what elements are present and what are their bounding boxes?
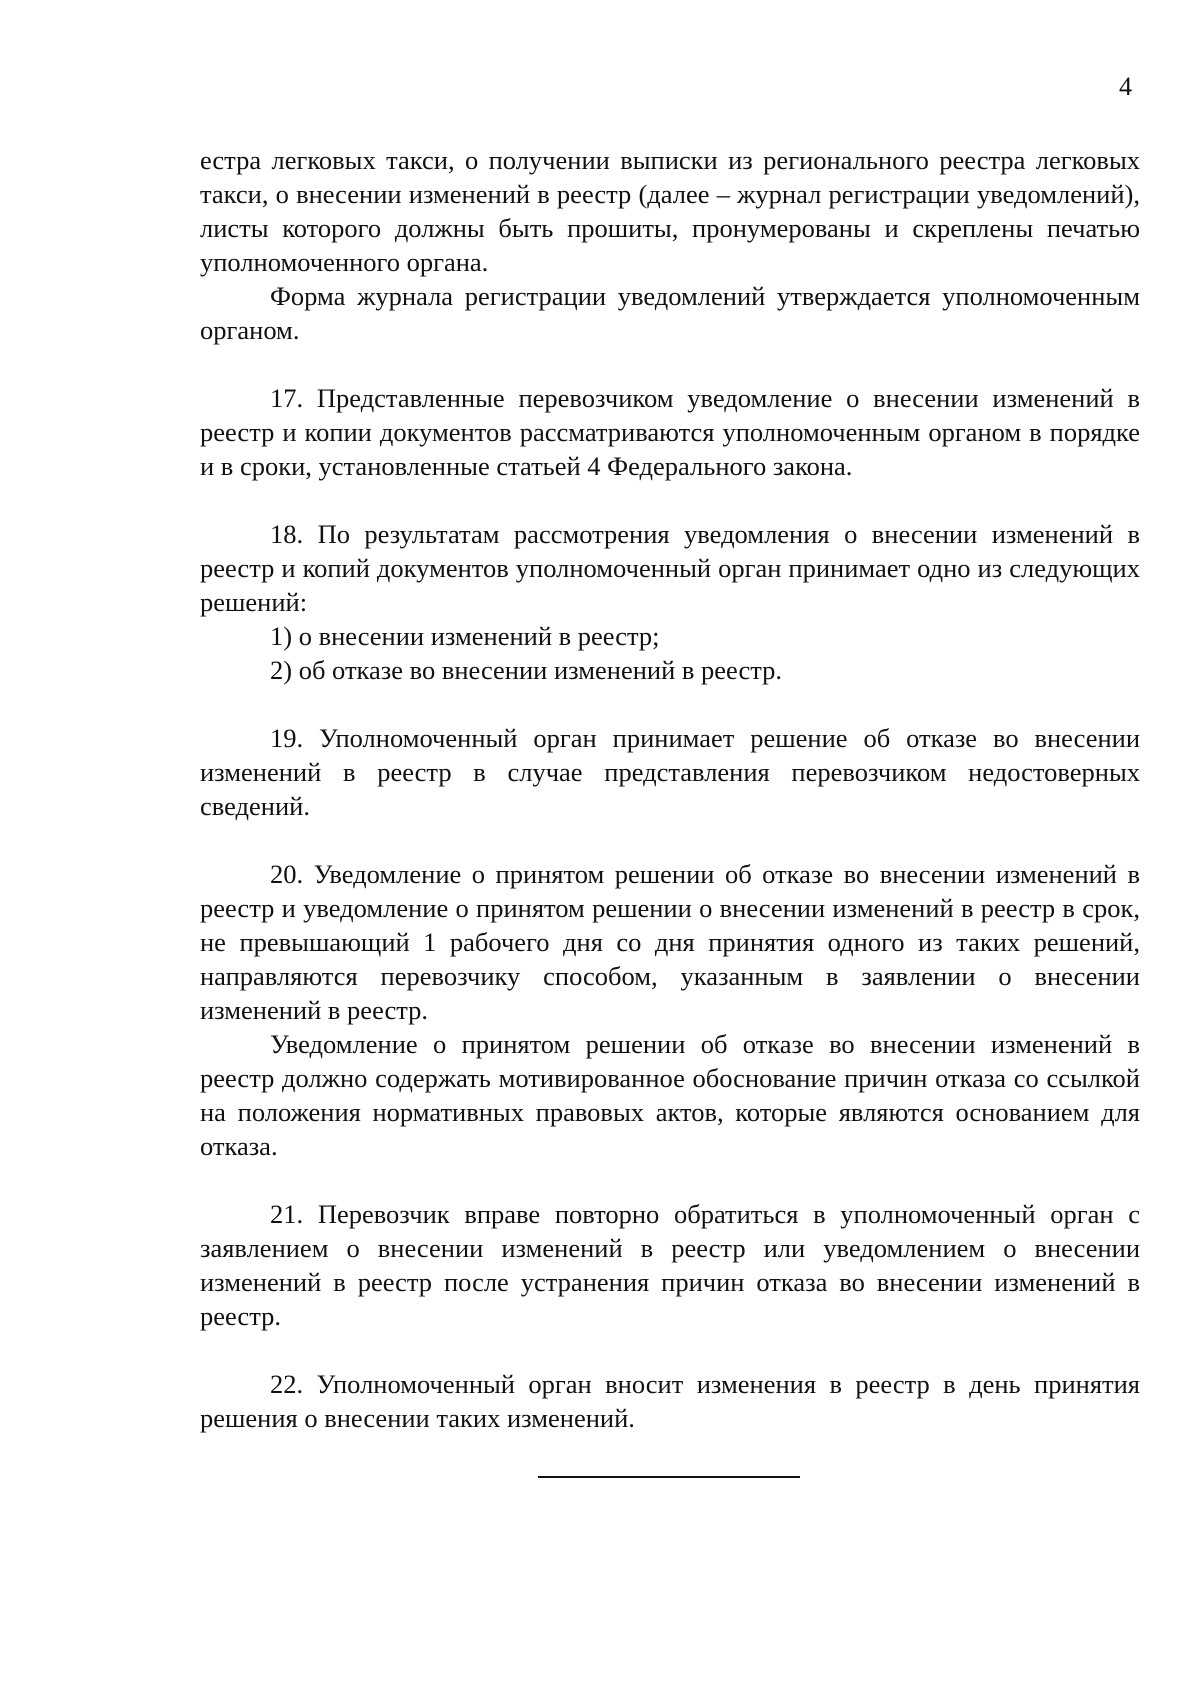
clause-18: 18. По результатам рассмотрения уведомления о внесении изменений в реестр и копий документов уполномоченный орган принимает одно из следующих решений: [200, 519, 1140, 617]
clause-20-paragraph-2: Уведомление о принятом решении об отказе во внесении изменений в реестр должно содержать мотивированное обоснование причин отказа со ссылкой на положения нормативных правовых актов, которые являются основанием для отказа. [200, 1029, 1140, 1161]
clause-20: 20. Уведомление о принятом решении об отказе во внесении изменений в реестр и уведомление о принятом решении о внесении изменений в реестр в срок, не превышающий 1 рабочего дня со дня принятия одного из таких решений, направляются перевозчику способом, указанным в заявлении о внесении изменений в реестр. [200, 859, 1140, 1025]
clause-19: 19. Уполномоченный орган принимает решение об отказе во внесении изменений в реестр в случае представления перевозчиком недостоверных сведений. [200, 723, 1140, 821]
end-of-document-rule [538, 1476, 800, 1478]
clause-17: 17. Представленные перевозчиком уведомление о внесении изменений в реестр и копии документов рассматриваются уполномоченным органом в порядке и в сроки, установленные статьей 4 Федерального закона. [200, 383, 1140, 481]
paragraph-journal-form: Форма журнала регистрации уведомлений утверждается уполномоченным органом. [200, 281, 1140, 345]
clause-18-item-1: 1) о внесении изменений в реестр; [270, 621, 660, 651]
paragraph-continuation: естра легковых такси, о получении выписки из регионального реестра легковых такси, о внесении изменений в реестр (далее – журнал регистрации уведомлений), листы которого должны быть прошиты, пронумерованы и скреплены печатью уполномоченного органа. [200, 145, 1140, 277]
clause-18-item-2: 2) об отказе во внесении изменений в реестр. [270, 655, 783, 685]
clause-22: 22. Уполномоченный орган вносит изменения в реестр в день принятия решения о внесении таких изменений. [200, 1369, 1140, 1433]
document-body [200, 143, 1140, 1435]
page-number: 4 [1119, 72, 1132, 101]
clause-21: 21. Перевозчик вправе повторно обратиться в уполномоченный орган с заявлением о внесении изменений в реестр или уведомлением о внесении изменений в реестр после устранения причин отказа во внесении изменений в реестр. [200, 1199, 1140, 1331]
